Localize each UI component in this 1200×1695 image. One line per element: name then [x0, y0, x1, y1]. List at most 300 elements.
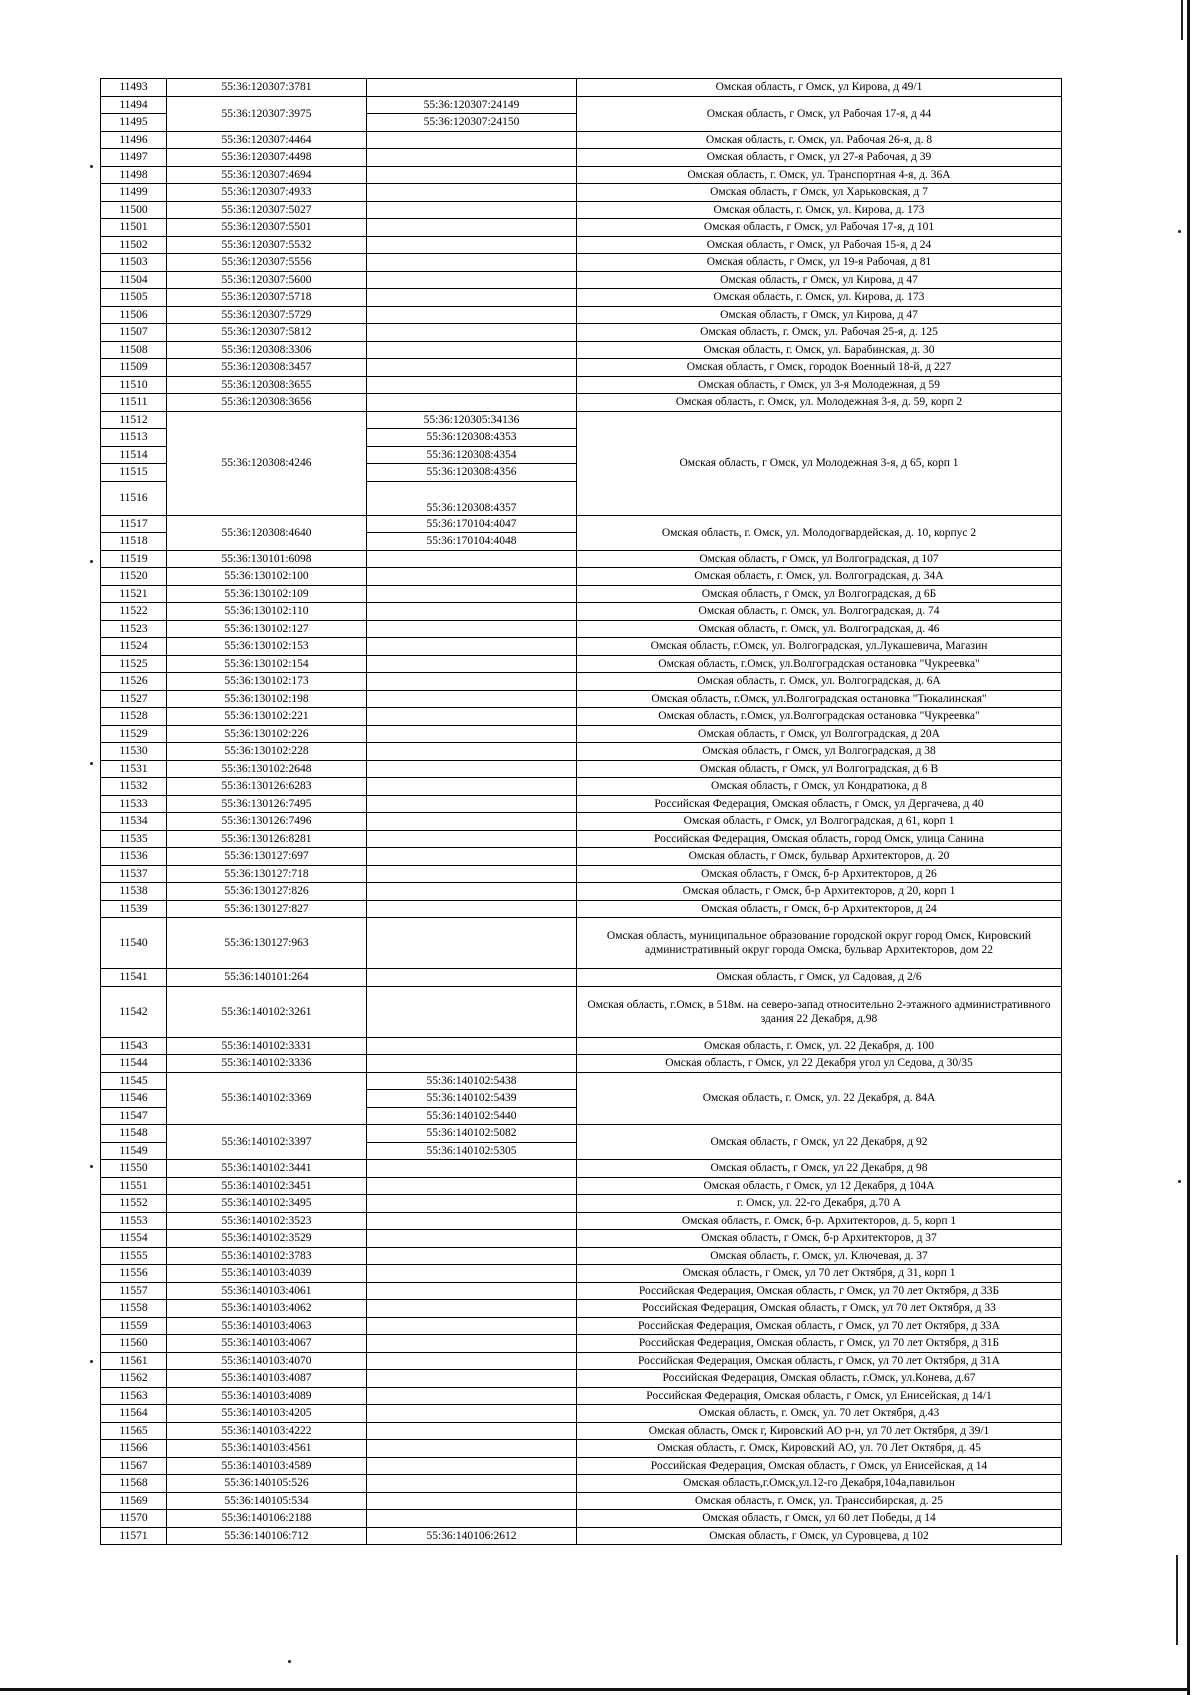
cadastral-number: 55:36:130102:173	[167, 673, 367, 691]
address: Омская область, г.Омск, ул.Волгоградская остановка "Чукреевка"	[577, 655, 1062, 673]
related-cadastral-number: 55:36:170104:4047	[367, 515, 577, 533]
row-number: 11504	[101, 271, 167, 289]
related-cadastral-number	[367, 1037, 577, 1055]
table-row	[101, 690, 1062, 708]
cadastral-number: 55:36:120308:3656	[167, 394, 367, 412]
row-number: 11522	[101, 603, 167, 621]
cadastral-number: 55:36:120307:5532	[167, 236, 367, 254]
related-cadastral-number	[367, 1510, 577, 1528]
table-row	[101, 865, 1062, 883]
table-row	[101, 708, 1062, 726]
address: Российская Федерация, Омская область, город Омск, улица Санина	[577, 830, 1062, 848]
table-row	[101, 585, 1062, 603]
row-number: 11529	[101, 725, 167, 743]
scan-speck	[1178, 230, 1181, 233]
cadastral-number: 55:36:140105:526	[167, 1475, 367, 1493]
table-row	[101, 725, 1062, 743]
row-number: 11557	[101, 1282, 167, 1300]
address: Омская область, г Омск, ул Кирова, д 47	[577, 271, 1062, 289]
related-cadastral-number	[367, 1387, 577, 1405]
row-number: 11517	[101, 515, 167, 533]
row-number: 11546	[101, 1090, 167, 1108]
related-cadastral-number	[367, 1405, 577, 1423]
address: Омская область, г Омск, ул Рабочая 17-я, д 44	[577, 96, 1062, 131]
table-row	[101, 149, 1062, 167]
related-cadastral-number	[367, 1195, 577, 1213]
table-row	[101, 1457, 1062, 1475]
row-number: 11496	[101, 131, 167, 149]
table-row	[101, 1177, 1062, 1195]
address: Омская область, г Омск, ул 12 Декабря, д 104А	[577, 1177, 1062, 1195]
cadastral-registry-table	[100, 78, 1062, 1545]
cadastral-number: 55:36:140102:3529	[167, 1230, 367, 1248]
table-row	[101, 1317, 1062, 1335]
table-row	[101, 1072, 1062, 1090]
table-row	[101, 1440, 1062, 1458]
row-number: 11495	[101, 114, 167, 132]
row-number: 11500	[101, 201, 167, 219]
related-cadastral-number	[367, 568, 577, 586]
related-cadastral-number	[367, 708, 577, 726]
table-row	[101, 1265, 1062, 1283]
row-number: 11530	[101, 743, 167, 761]
row-number: 11505	[101, 289, 167, 307]
cadastral-number: 55:36:140103:4061	[167, 1282, 367, 1300]
row-number: 11524	[101, 638, 167, 656]
row-number: 11558	[101, 1300, 167, 1318]
row-number: 11551	[101, 1177, 167, 1195]
related-cadastral-number	[367, 1335, 577, 1353]
table-row	[101, 603, 1062, 621]
address: Омская область, г. Омск, ул. Транссибирская, д. 25	[577, 1492, 1062, 1510]
related-cadastral-number	[367, 900, 577, 918]
row-number: 11567	[101, 1457, 167, 1475]
table-row	[101, 883, 1062, 901]
row-number: 11532	[101, 778, 167, 796]
cadastral-number: 55:36:130102:226	[167, 725, 367, 743]
address: Российская Федерация, Омская область, г Омск, ул 70 лет Октября, д 31Б	[577, 1335, 1062, 1353]
row-number: 11571	[101, 1527, 167, 1545]
address: Омская область, г Омск, ул Волгоградская, д 6 В	[577, 760, 1062, 778]
table-row	[101, 324, 1062, 342]
address: Омская область, г. Омск, Кировский АО, ул. 70 Лет Октября, д. 45	[577, 1440, 1062, 1458]
related-cadastral-number	[367, 254, 577, 272]
row-number: 11543	[101, 1037, 167, 1055]
related-cadastral-number	[367, 673, 577, 691]
table-row	[101, 1422, 1062, 1440]
table-row	[101, 289, 1062, 307]
table-row	[101, 1125, 1062, 1143]
row-number: 11540	[101, 918, 167, 969]
related-cadastral-number	[367, 1457, 577, 1475]
cadastral-number: 55:36:130102:109	[167, 585, 367, 603]
related-cadastral-number	[367, 743, 577, 761]
table-row	[101, 394, 1062, 412]
address: Омская область, г Омск, бульвар Архитекторов, д. 20	[577, 848, 1062, 866]
cadastral-number: 55:36:140102:3523	[167, 1212, 367, 1230]
related-cadastral-number	[367, 603, 577, 621]
cadastral-number: 55:36:120307:4464	[167, 131, 367, 149]
cadastral-number: 55:36:120307:5600	[167, 271, 367, 289]
related-cadastral-number: 55:36:120308:4356	[367, 464, 577, 482]
row-number: 11550	[101, 1160, 167, 1178]
table-row	[101, 986, 1062, 1037]
address: Омская область, г. Омск, ул. Волгоградская, д. 34А	[577, 568, 1062, 586]
cadastral-number: 55:36:140102:3336	[167, 1055, 367, 1073]
row-number: 11493	[101, 79, 167, 97]
related-cadastral-number: 55:36:140102:5082	[367, 1125, 577, 1143]
table-row	[101, 1195, 1062, 1213]
cadastral-number: 55:36:140102:3331	[167, 1037, 367, 1055]
row-number: 11502	[101, 236, 167, 254]
address: Омская область, г Омск, ул 60 лет Победы, д 14	[577, 1510, 1062, 1528]
scan-speck	[90, 762, 93, 765]
related-cadastral-number	[367, 1212, 577, 1230]
address: Омская область, г Омск, ул Суровцева, д 102	[577, 1527, 1062, 1545]
table-row	[101, 201, 1062, 219]
row-number: 11494	[101, 96, 167, 114]
cadastral-number: 55:36:120308:4640	[167, 515, 367, 550]
row-number: 11523	[101, 620, 167, 638]
row-number: 11563	[101, 1387, 167, 1405]
related-cadastral-number: 55:36:140102:5440	[367, 1107, 577, 1125]
related-cadastral-number: 55:36:140102:5439	[367, 1090, 577, 1108]
cadastral-number: 55:36:140103:4087	[167, 1370, 367, 1388]
row-number: 11533	[101, 795, 167, 813]
table-row	[101, 743, 1062, 761]
address: Омская область, г Омск, ул Садовая, д 2/6	[577, 969, 1062, 987]
address: Омская область, г Омск, ул Харьковская, д 7	[577, 184, 1062, 202]
row-number: 11499	[101, 184, 167, 202]
table-row	[101, 184, 1062, 202]
row-number: 11554	[101, 1230, 167, 1248]
row-number: 11545	[101, 1072, 167, 1090]
row-number: 11513	[101, 429, 167, 447]
row-number: 11544	[101, 1055, 167, 1073]
row-number: 11514	[101, 446, 167, 464]
table-row	[101, 813, 1062, 831]
cadastral-number: 55:36:140102:3451	[167, 1177, 367, 1195]
table-row	[101, 1247, 1062, 1265]
related-cadastral-number	[367, 289, 577, 307]
table-row	[101, 271, 1062, 289]
row-number: 11564	[101, 1405, 167, 1423]
cadastral-number: 55:36:140103:4222	[167, 1422, 367, 1440]
related-cadastral-number	[367, 690, 577, 708]
row-number: 11512	[101, 411, 167, 429]
related-cadastral-number: 55:36:140102:5438	[367, 1072, 577, 1090]
related-cadastral-number: 55:36:120308:4354	[367, 446, 577, 464]
address: Омская область, г. Омск, ул. Молодогвардейская, д. 10, корпус 2	[577, 515, 1062, 550]
address: Омская область, г. Омск, ул. Молодежная 3-я, д. 59, корп 2	[577, 394, 1062, 412]
address: Омская область, г Омск, б-р Архитекторов, д 37	[577, 1230, 1062, 1248]
row-number: 11566	[101, 1440, 167, 1458]
scan-speck	[90, 1165, 93, 1168]
cadastral-number: 55:36:120307:5729	[167, 306, 367, 324]
cadastral-number: 55:36:130102:110	[167, 603, 367, 621]
cadastral-number: 55:36:140102:3397	[167, 1125, 367, 1160]
address: Омская область, г. Омск, ул. Рабочая 25-я, д. 125	[577, 324, 1062, 342]
table-row	[101, 341, 1062, 359]
cadastral-number: 55:36:130102:228	[167, 743, 367, 761]
cadastral-number: 55:36:130127:963	[167, 918, 367, 969]
cadastral-number: 55:36:140101:264	[167, 969, 367, 987]
related-cadastral-number	[367, 394, 577, 412]
address: Омская область, г.Омск, ул.Волгоградская остановка "Тюкалинская"	[577, 690, 1062, 708]
address: Омская область, г Омск, ул 70 лет Октября, д 31, корп 1	[577, 1265, 1062, 1283]
row-number: 11497	[101, 149, 167, 167]
cadastral-number: 55:36:130102:153	[167, 638, 367, 656]
row-number: 11536	[101, 848, 167, 866]
address: Омская область, г Омск, ул Кондратюка, д 8	[577, 778, 1062, 796]
cadastral-number: 55:36:140103:4089	[167, 1387, 367, 1405]
cadastral-number: 55:36:140103:4039	[167, 1265, 367, 1283]
related-cadastral-number	[367, 236, 577, 254]
related-cadastral-number: 55:36:120308:4353	[367, 429, 577, 447]
cadastral-number: 55:36:120308:3306	[167, 341, 367, 359]
scan-speck	[288, 1660, 291, 1663]
row-number: 11538	[101, 883, 167, 901]
address: Российская Федерация, Омская область, г.Омск, ул.Конева, д.67	[577, 1370, 1062, 1388]
address: Российская Федерация, Омская область, г Омск, ул 70 лет Октября, д 33Б	[577, 1282, 1062, 1300]
row-number: 11508	[101, 341, 167, 359]
scan-edge-mark	[1181, 0, 1183, 40]
related-cadastral-number: 55:36:170104:4048	[367, 533, 577, 551]
row-number: 11520	[101, 568, 167, 586]
row-number: 11549	[101, 1142, 167, 1160]
address: Омская область, г Омск, ул Молодежная 3-я, д 65, корп 1	[577, 411, 1062, 515]
row-number: 11526	[101, 673, 167, 691]
related-cadastral-number	[367, 865, 577, 883]
related-cadastral-number	[367, 813, 577, 831]
related-cadastral-number	[367, 1177, 577, 1195]
table-row	[101, 760, 1062, 778]
scan-border-right	[1187, 0, 1190, 1695]
row-number: 11510	[101, 376, 167, 394]
address: Омская область, г Омск, ул Кирова, д 49/1	[577, 79, 1062, 97]
address: Омская область, г.Омск, ул.Волгоградская остановка "Чукреевка"	[577, 708, 1062, 726]
address: Российская Федерация, Омская область, г Омск, ул Енисейская, д 14/1	[577, 1387, 1062, 1405]
related-cadastral-number	[367, 306, 577, 324]
address: Омская область, г.Омск, в 518м. на северо-запад относительно 2-этажного административного здания 22 Декабря, д.98	[577, 986, 1062, 1037]
table-row	[101, 131, 1062, 149]
table-row	[101, 219, 1062, 237]
row-number: 11562	[101, 1370, 167, 1388]
related-cadastral-number	[367, 1317, 577, 1335]
cadastral-number: 55:36:140103:4070	[167, 1352, 367, 1370]
table-row	[101, 306, 1062, 324]
cadastral-number: 55:36:120307:5027	[167, 201, 367, 219]
table-row	[101, 1510, 1062, 1528]
cadastral-number: 55:36:120307:3975	[167, 96, 367, 131]
related-cadastral-number	[367, 1352, 577, 1370]
table-row	[101, 166, 1062, 184]
related-cadastral-number: 55:36:140106:2612	[367, 1527, 577, 1545]
table-row	[101, 1055, 1062, 1073]
related-cadastral-number	[367, 131, 577, 149]
cadastral-number: 55:36:130102:154	[167, 655, 367, 673]
row-number: 11521	[101, 585, 167, 603]
address: Омская область, г Омск, ул Рабочая 15-я, д 24	[577, 236, 1062, 254]
related-cadastral-number	[367, 638, 577, 656]
cadastral-number: 55:36:130102:100	[167, 568, 367, 586]
table-row	[101, 655, 1062, 673]
cadastral-number: 55:36:130101:6098	[167, 550, 367, 568]
related-cadastral-number	[367, 1422, 577, 1440]
table-row	[101, 79, 1062, 97]
address: Омская область, г. Омск, ул. Волгоградская, д. 74	[577, 603, 1062, 621]
related-cadastral-number	[367, 166, 577, 184]
table-row	[101, 620, 1062, 638]
cadastral-number: 55:36:140105:534	[167, 1492, 367, 1510]
address: Российская Федерация, Омская область, г Омск, ул Дергачева, д 40	[577, 795, 1062, 813]
cadastral-number: 55:36:120307:5556	[167, 254, 367, 272]
related-cadastral-number	[367, 795, 577, 813]
cadastral-number: 55:36:140103:4205	[167, 1405, 367, 1423]
address: Омская область, г Омск, ул 22 Декабря угол ул Седова, д 30/35	[577, 1055, 1062, 1073]
table-row	[101, 969, 1062, 987]
address: Омская область, г Омск, ул 3-я Молодежная, д 59	[577, 376, 1062, 394]
row-number: 11506	[101, 306, 167, 324]
scan-speck	[90, 560, 93, 563]
scan-speck	[90, 165, 93, 168]
related-cadastral-number: 55:36:120305:34136	[367, 411, 577, 429]
related-cadastral-number	[367, 655, 577, 673]
cadastral-number: 55:36:140102:3783	[167, 1247, 367, 1265]
related-cadastral-number	[367, 585, 577, 603]
table-row	[101, 1230, 1062, 1248]
related-cadastral-number	[367, 1265, 577, 1283]
related-cadastral-number	[367, 1055, 577, 1073]
address: Омская область, г. Омск, б-р. Архитекторов, д. 5, корп 1	[577, 1212, 1062, 1230]
table-row	[101, 236, 1062, 254]
address: Омская область, г. Омск, ул. 22 Декабря, д. 84А	[577, 1072, 1062, 1125]
table-row	[101, 830, 1062, 848]
related-cadastral-number	[367, 184, 577, 202]
address: Омская область, г Омск, б-р Архитекторов, д 24	[577, 900, 1062, 918]
row-number: 11539	[101, 900, 167, 918]
row-number: 11519	[101, 550, 167, 568]
row-number: 11570	[101, 1510, 167, 1528]
table-row	[101, 1405, 1062, 1423]
related-cadastral-number	[367, 1230, 577, 1248]
cadastral-number: 55:36:130127:697	[167, 848, 367, 866]
cadastral-number: 55:36:120307:4498	[167, 149, 367, 167]
cadastral-number: 55:36:130126:6283	[167, 778, 367, 796]
cadastral-number: 55:36:130127:827	[167, 900, 367, 918]
table-row	[101, 778, 1062, 796]
row-number: 11548	[101, 1125, 167, 1143]
table-row	[101, 900, 1062, 918]
scan-speck	[1178, 1180, 1181, 1183]
cadastral-number: 55:36:140102:3261	[167, 986, 367, 1037]
row-number: 11547	[101, 1107, 167, 1125]
related-cadastral-number	[367, 1492, 577, 1510]
cadastral-number: 55:36:120307:5501	[167, 219, 367, 237]
address: Омская область, г Омск, ул 22 Декабря, д 92	[577, 1125, 1062, 1160]
cadastral-number: 55:36:140103:4561	[167, 1440, 367, 1458]
table-row	[101, 1370, 1062, 1388]
cadastral-number: 55:36:140102:3441	[167, 1160, 367, 1178]
row-number: 11516	[101, 481, 167, 515]
related-cadastral-number: 55:36:120307:24150	[367, 114, 577, 132]
cadastral-number: 55:36:130126:8281	[167, 830, 367, 848]
row-number: 11559	[101, 1317, 167, 1335]
address: Омская область, г Омск, ул 27-я Рабочая, д 39	[577, 149, 1062, 167]
cadastral-number: 55:36:140103:4067	[167, 1335, 367, 1353]
cadastral-number: 55:36:130102:2648	[167, 760, 367, 778]
address: Омская область, г Омск, ул Волгоградская, д 107	[577, 550, 1062, 568]
address: Омская область, г Омск, ул Волгоградская, д 38	[577, 743, 1062, 761]
related-cadastral-number	[367, 201, 577, 219]
related-cadastral-number	[367, 1475, 577, 1493]
table-row	[101, 1475, 1062, 1493]
row-number: 11531	[101, 760, 167, 778]
cadastral-number: 55:36:130102:221	[167, 708, 367, 726]
row-number: 11534	[101, 813, 167, 831]
address: Омская область, г. Омск, ул. Кирова, д. 173	[577, 289, 1062, 307]
address: Российская Федерация, Омская область, г Омск, ул Енисейская, д 14	[577, 1457, 1062, 1475]
cadastral-number: 55:36:120307:4694	[167, 166, 367, 184]
cadastral-number: 55:36:120307:5812	[167, 324, 367, 342]
related-cadastral-number	[367, 1247, 577, 1265]
scan-border-bottom	[0, 1688, 1190, 1691]
related-cadastral-number	[367, 986, 577, 1037]
address: Омская область, г Омск, ул 19-я Рабочая, д 81	[577, 254, 1062, 272]
cadastral-number: 55:36:120307:4933	[167, 184, 367, 202]
related-cadastral-number	[367, 359, 577, 377]
address: Омская область,г.Омск,ул.12-го Декабря,104а,павильон	[577, 1475, 1062, 1493]
cadastral-number: 55:36:130126:7495	[167, 795, 367, 813]
row-number: 11537	[101, 865, 167, 883]
cadastral-number: 55:36:130126:7496	[167, 813, 367, 831]
related-cadastral-number	[367, 918, 577, 969]
row-number: 11535	[101, 830, 167, 848]
address: Омская область, г.Омск, ул. Волгоградская, ул.Лукашевича, Магазин	[577, 638, 1062, 656]
cadastral-number: 55:36:130102:127	[167, 620, 367, 638]
address: Омская область, г Омск, ул 22 Декабря, д 98	[577, 1160, 1062, 1178]
table-row	[101, 638, 1062, 656]
related-cadastral-number	[367, 324, 577, 342]
table-row	[101, 254, 1062, 272]
scan-speck	[90, 1360, 93, 1363]
table-row	[101, 673, 1062, 691]
row-number: 11509	[101, 359, 167, 377]
related-cadastral-number	[367, 1282, 577, 1300]
row-number: 11503	[101, 254, 167, 272]
scan-edge-mark	[1176, 1555, 1178, 1645]
row-number: 11515	[101, 464, 167, 482]
address: Омская область, г. Омск, ул. Волгоградская, д. 46	[577, 620, 1062, 638]
table-row	[101, 1212, 1062, 1230]
row-number: 11556	[101, 1265, 167, 1283]
address: г. Омск, ул. 22-го Декабря, д.70 А	[577, 1195, 1062, 1213]
row-number: 11569	[101, 1492, 167, 1510]
table-row	[101, 1527, 1062, 1545]
row-number: 11560	[101, 1335, 167, 1353]
table-row	[101, 359, 1062, 377]
related-cadastral-number	[367, 341, 577, 359]
cadastral-number: 55:36:120308:3457	[167, 359, 367, 377]
cadastral-number: 55:36:130127:718	[167, 865, 367, 883]
address: Российская Федерация, Омская область, г Омск, ул 70 лет Октября, д 33	[577, 1300, 1062, 1318]
table-row	[101, 1492, 1062, 1510]
related-cadastral-number	[367, 149, 577, 167]
address: Омская область, г. Омск, ул. Транспортная 4-я, д. 36А	[577, 166, 1062, 184]
row-number: 11542	[101, 986, 167, 1037]
address: Российская Федерация, Омская область, г Омск, ул 70 лет Октября, д 33А	[577, 1317, 1062, 1335]
table-row	[101, 411, 1062, 429]
